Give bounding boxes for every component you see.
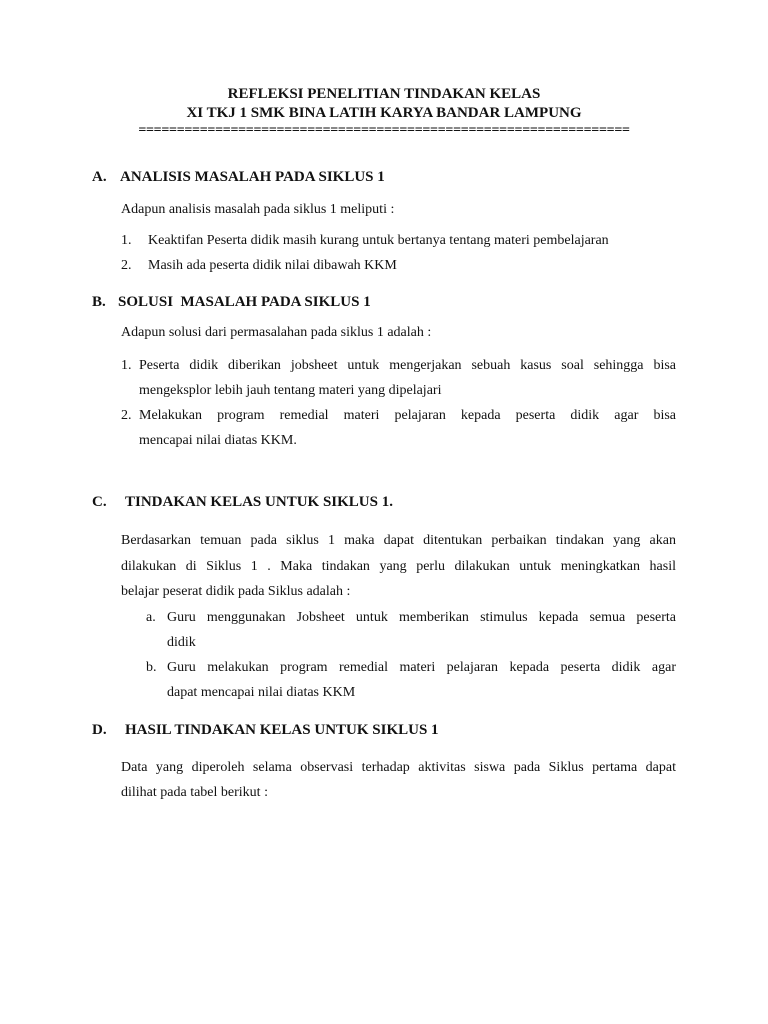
section-b-intro: Adapun solusi dari permasalahan pada siklus 1 adalah : — [121, 325, 432, 340]
section-b-letter: B. — [92, 294, 106, 310]
section-c-item-b-label: b. — [146, 660, 157, 675]
section-d-paragraph-line1: Data yang diperoleh selama observasi terhadap aktivitas siswa pada Siklus pertama dapat — [121, 760, 676, 775]
section-c-item-a-line2: didik — [167, 635, 196, 650]
section-b-title: SOLUSI MASALAH PADA SIKLUS 1 — [118, 294, 371, 310]
section-c-title: TINDAKAN KELAS UNTUK SIKLUS 1. — [125, 494, 393, 510]
section-c-paragraph-line3: belajar peserat didik pada Siklus adalah : — [121, 584, 351, 599]
section-a-item-1-text: Keaktifan Peserta didik masih kurang untuk bertanya tentang materi pembelajaran — [148, 233, 609, 248]
section-c-item-a-label: a. — [146, 610, 156, 625]
title-separator: ================================================================ — [138, 123, 630, 138]
section-a-title: ANALISIS MASALAH PADA SIKLUS 1 — [120, 169, 385, 185]
section-a-item-1-number: 1. — [121, 233, 132, 248]
section-a-item-2-text: Masih ada peserta didik nilai dibawah KKM — [148, 258, 397, 273]
section-c-paragraph-line1: Berdasarkan temuan pada siklus 1 maka dapat ditentukan perbaikan tindakan yang akan — [121, 533, 676, 548]
section-b-item-2-number: 2. — [121, 408, 132, 423]
section-b-item-1-number: 1. — [121, 358, 132, 373]
section-a-letter: A. — [92, 169, 107, 185]
section-c-item-b-line2: dapat mencapai nilai diatas KKM — [167, 685, 356, 700]
section-b-item-1-line1: Peserta didik diberikan jobsheet untuk mengerjakan sebuah kasus soal sehingga bisa — [139, 358, 676, 373]
section-d-title: HASIL TINDAKAN KELAS UNTUK SIKLUS 1 — [125, 722, 439, 738]
document-title-line1: REFLEKSI PENELITIAN TINDAKAN KELAS — [227, 86, 541, 102]
section-b-item-1-line2: mengeksplor lebih jauh tentang materi yang dipelajari — [139, 383, 442, 398]
section-a-intro: Adapun analisis masalah pada siklus 1 meliputi : — [121, 202, 395, 217]
section-c-paragraph-line2: dilakukan di Siklus 1 . Maka tindakan yang perlu dilakukan untuk meningkatkan hasil — [121, 559, 676, 574]
section-b-item-2-line1: Melakukan program remedial materi pelajaran kepada peserta didik agar bisa — [139, 408, 676, 423]
section-c-item-a-line1: Guru menggunakan Jobsheet untuk memberikan stimulus kepada semua peserta — [167, 610, 676, 625]
section-d-paragraph-line2: dilihat pada tabel berikut : — [121, 785, 268, 800]
section-a-item-2-number: 2. — [121, 258, 132, 273]
section-c-letter: C. — [92, 494, 107, 510]
section-c-item-b-line1: Guru melakukan program remedial materi pelajaran kepada peserta didik agar — [167, 660, 676, 675]
document-title-line2: XI TKJ 1 SMK BINA LATIH KARYA BANDAR LAMPUNG — [186, 105, 582, 121]
section-b-item-2-line2: mencapai nilai diatas KKM. — [139, 433, 297, 448]
section-d-letter: D. — [92, 722, 107, 738]
